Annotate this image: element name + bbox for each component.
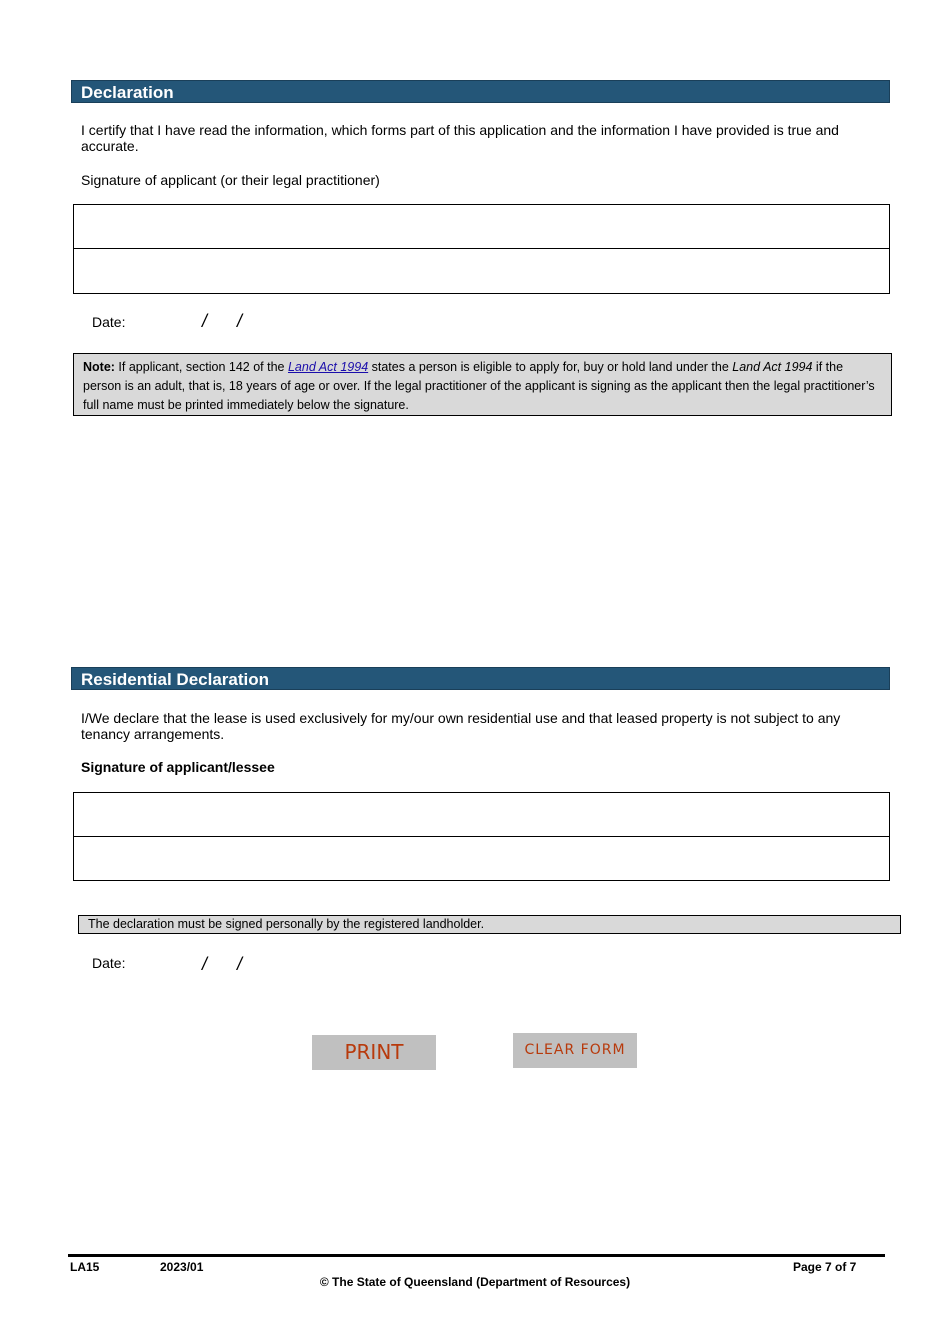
date-separator: /: [202, 311, 208, 331]
form-version: 2023/01: [160, 1260, 204, 1274]
note-italic: Land Act 1994: [732, 360, 813, 374]
declaration-header: Declaration: [71, 80, 890, 103]
signature-label: Signature of applicant (or their legal practitioner): [81, 172, 380, 188]
signature-box: [73, 204, 890, 294]
signature-field[interactable]: [74, 205, 889, 249]
date-separator: /: [237, 954, 243, 974]
land-act-link[interactable]: Land Act 1994: [287, 360, 369, 374]
note-text: states a person is eligible to apply for, buy or hold land under the: [368, 360, 733, 374]
residential-declare-text: I/We declare that the lease is used exclusively for my/our own residential use and that leased property is not subject to any tenancy arrangements.: [81, 710, 841, 742]
date-separator: /: [202, 954, 208, 974]
residential-signature-field[interactable]: [74, 793, 889, 837]
date-separator: /: [237, 311, 243, 331]
date-label: Date:: [92, 314, 126, 330]
date-field[interactable]: [150, 310, 270, 334]
clear-form-button[interactable]: CLEAR FORM: [513, 1033, 637, 1068]
residential-declaration-header: Residential Declaration: [71, 667, 890, 690]
note-text: if the person is an adult, that is, 18 years of age or over. If the legal practitioner of the applicant is signing as the applicant then the legal practitioner’s full name must be printed immediately below the signature.: [83, 360, 875, 412]
form-code: LA15: [70, 1260, 100, 1274]
copyright: © The State of Queensland (Department of Resources): [319, 1275, 631, 1289]
residential-signature-box: [73, 792, 890, 881]
page-number: Page 7 of 7: [793, 1260, 857, 1274]
footer-divider: [68, 1254, 885, 1257]
residential-date-field[interactable]: [150, 953, 270, 977]
residential-signature-label: Signature of applicant/lessee: [81, 759, 275, 775]
note-box: [73, 353, 892, 416]
landholder-info-bar: The declaration must be signed personally by the registered landholder.: [78, 915, 901, 934]
certify-text: I certify that I have read the information, which forms part of this application and the information I have provided is true and accurate.: [81, 122, 839, 154]
residential-signature-name-field[interactable]: [74, 837, 889, 881]
print-button[interactable]: PRINT: [312, 1035, 436, 1070]
residential-date-label: Date:: [92, 955, 126, 971]
signature-name-field[interactable]: [74, 249, 889, 293]
note-bold: Note:: [83, 360, 115, 374]
note-text: If applicant, section 142 of the: [114, 360, 288, 374]
